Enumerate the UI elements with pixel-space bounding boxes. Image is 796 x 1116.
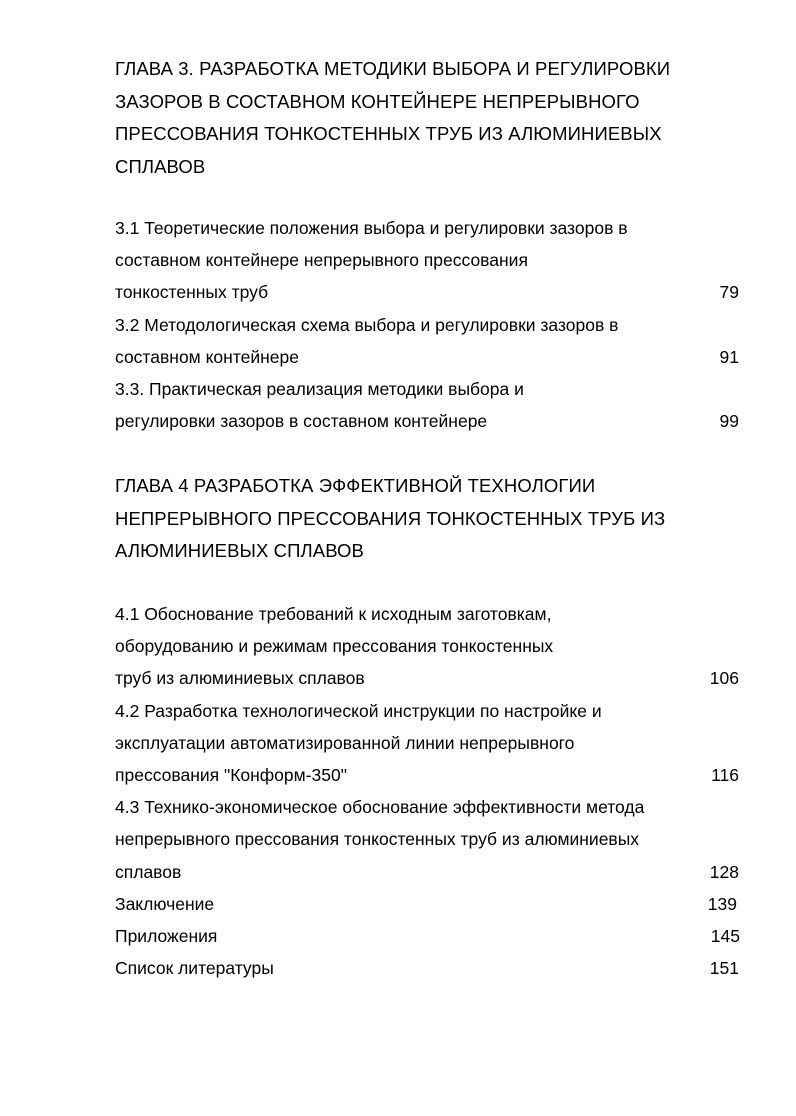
toc-entry-4-3-line <box>115 856 739 888</box>
toc-entry-4-2-line <box>115 759 739 791</box>
toc-entry-text: Список литературы <box>115 958 274 978</box>
chapter-4-title <box>115 470 735 568</box>
chapter-4-title-line: ГЛАВА 4 РАЗРАБОТКА ЭФФЕКТИВНОЙ ТЕХНОЛОГИИ <box>115 475 596 496</box>
toc-entry-4-1-line <box>115 662 739 694</box>
toc-entry-4-3-line <box>115 791 739 823</box>
toc-entry-text: сплавов <box>115 862 182 882</box>
page-number: 79 <box>719 282 739 302</box>
page-number: 106 <box>709 668 739 688</box>
toc-entry-4-3-line <box>115 823 739 855</box>
toc-entry-3-1-line <box>115 276 739 308</box>
toc-entry-conclusion <box>115 888 739 920</box>
toc-entry-4-2-line <box>115 727 739 759</box>
toc-entry-4-1-line <box>115 630 739 662</box>
page-number: 99 <box>719 411 739 431</box>
toc-entry-text: составном контейнере непрерывного прессования <box>115 250 528 270</box>
page-number: 128 <box>709 862 739 882</box>
toc-entry-text: 3.2 Методологическая схема выбора и регулировки зазоров в <box>115 315 619 335</box>
page-number: 116 <box>711 765 739 785</box>
toc-entry-4-1-line <box>115 598 739 630</box>
chapter-3-title-line: СПЛАВОВ <box>115 155 206 177</box>
toc-entry-text: 4.2 Разработка технологической инструкции по настройке и <box>115 701 602 721</box>
toc-entry-text: регулировки зазоров в составном контейнере <box>115 411 488 431</box>
toc-entry-3-2-line <box>115 341 739 373</box>
toc-entry-text: составном контейнере <box>115 347 300 367</box>
chapter-4-title-line: АЛЮМИНИЕВЫХ СПЛАВОВ <box>115 540 364 561</box>
toc-entry-text: эксплуатации автоматизированной линии непрерывного <box>115 733 575 753</box>
toc-page <box>115 0 740 1116</box>
chapter-3-title <box>115 53 735 183</box>
toc-entry-3-2-line <box>115 309 739 341</box>
chapter-3-title-line: ЗАЗОРОВ В СОСТАВНОМ КОНТЕЙНЕРЕ НЕПРЕРЫВНОГО <box>115 90 640 112</box>
toc-entry-3-1-line <box>115 212 739 244</box>
toc-entry-text: прессования "Конформ-350" <box>115 765 347 785</box>
toc-entry-text: труб из алюминиевых сплавов <box>115 668 365 688</box>
toc-entry-text: оборудованию и режимам прессования тонкостенных <box>115 636 554 656</box>
chapter-4-title-line: НЕПРЕРЫВНОГО ПРЕССОВАНИЯ ТОНКОСТЕННЫХ ТРУБ ИЗ <box>115 507 666 529</box>
toc-entry-text: непрерывного прессования тонкостенных труб из алюминиевых <box>115 829 640 849</box>
toc-entry-text: Приложения <box>115 926 218 946</box>
toc-entry-appendices <box>115 920 739 952</box>
toc-entry-text: 4.1 Обоснование требований к исходным заготовкам, <box>115 604 552 624</box>
page-number: 145 <box>710 926 740 946</box>
chapter-3-title-line: ГЛАВА 3. РАЗРАБОТКА МЕТОДИКИ ВЫБОРА И РЕГУЛИРОВКИ <box>115 58 671 79</box>
page-number: 139 <box>707 894 737 914</box>
toc-entry-text: тонкостенных труб <box>115 282 269 302</box>
toc-entry-text: 3.1 Теоретические положения выбора и регулировки зазоров в <box>115 218 628 238</box>
toc-entry-3-1-line <box>115 244 739 276</box>
toc-entry-references <box>115 952 739 984</box>
toc-entry-3-3-line <box>115 405 739 437</box>
toc-entry-4-2-line <box>115 695 739 727</box>
toc-entry-text: 4.3 Технико-экономическое обоснование эффективности метода <box>115 797 645 817</box>
page-number: 151 <box>709 958 739 978</box>
toc-entry-3-3-line <box>115 373 739 405</box>
page-number: 91 <box>719 347 739 367</box>
toc-entry-text: Заключение <box>115 894 215 914</box>
chapter-3-title-line: ПРЕССОВАНИЯ ТОНКОСТЕННЫХ ТРУБ ИЗ АЛЮМИНИЕВЫХ <box>115 123 662 144</box>
toc-entry-text: 3.3. Практическая реализация методики выбора и <box>115 379 524 399</box>
